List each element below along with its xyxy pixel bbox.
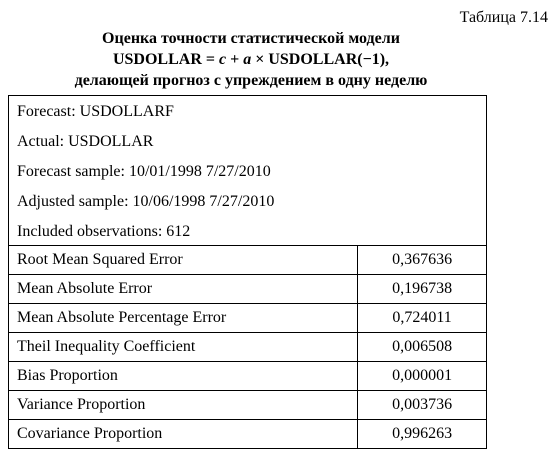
- caption-equation-start: USDOLLAR =: [112, 51, 219, 68]
- row-label: Root Mean Squared Error: [9, 246, 358, 275]
- table-row: [9, 275, 487, 304]
- row-value: 0,196738: [358, 275, 487, 304]
- row-label: Covariance Proportion: [9, 420, 358, 449]
- row-label: Bias Proportion: [9, 362, 358, 391]
- caption-constant-c: c: [219, 51, 227, 68]
- forecast-sample-label: Forecast sample: 10/01/1998 7/27/2010: [17, 163, 271, 180]
- table-row: [9, 391, 487, 420]
- row-value: 0,006508: [358, 333, 487, 362]
- forecast-series-label: Forecast: USDOLLARF: [17, 103, 174, 120]
- row-label: Theil Inequality Coefficient: [9, 333, 358, 362]
- table-number: Таблица 7.14: [459, 9, 548, 26]
- row-label: Variance Proportion: [9, 391, 358, 420]
- accuracy-statistics-table: [8, 245, 487, 449]
- row-value: 0,367636: [358, 246, 487, 275]
- table-row: [9, 362, 487, 391]
- row-label: Mean Absolute Percentage Error: [9, 304, 358, 333]
- row-value: 0,000001: [358, 362, 487, 391]
- actual-series-label: Actual: USDOLLAR: [17, 133, 154, 150]
- caption-plus: +: [226, 51, 244, 68]
- caption-coefficient-a: a: [243, 51, 252, 68]
- included-observations-label: Included observations: 612: [17, 223, 191, 240]
- forecast-info-block: [8, 95, 487, 245]
- row-value: 0,996263: [358, 420, 487, 449]
- caption-line-3: делающей прогноз с упреждением в одну неделю: [74, 72, 428, 89]
- table-row: [9, 246, 487, 275]
- row-value: 0,003736: [358, 391, 487, 420]
- table-caption: [8, 28, 494, 91]
- row-label: Mean Absolute Error: [9, 275, 358, 304]
- adjusted-sample-label: Adjusted sample: 10/06/1998 7/27/2010: [17, 193, 275, 210]
- table-row: [9, 304, 487, 333]
- caption-equation-end: × USDOLLAR(−1),: [251, 51, 390, 68]
- caption-line-1: Оценка точности статистической модели: [102, 30, 400, 47]
- row-value: 0,724011: [358, 304, 487, 333]
- table-row: [9, 420, 487, 449]
- table-row: [9, 333, 487, 362]
- caption-line-2: [8, 49, 494, 70]
